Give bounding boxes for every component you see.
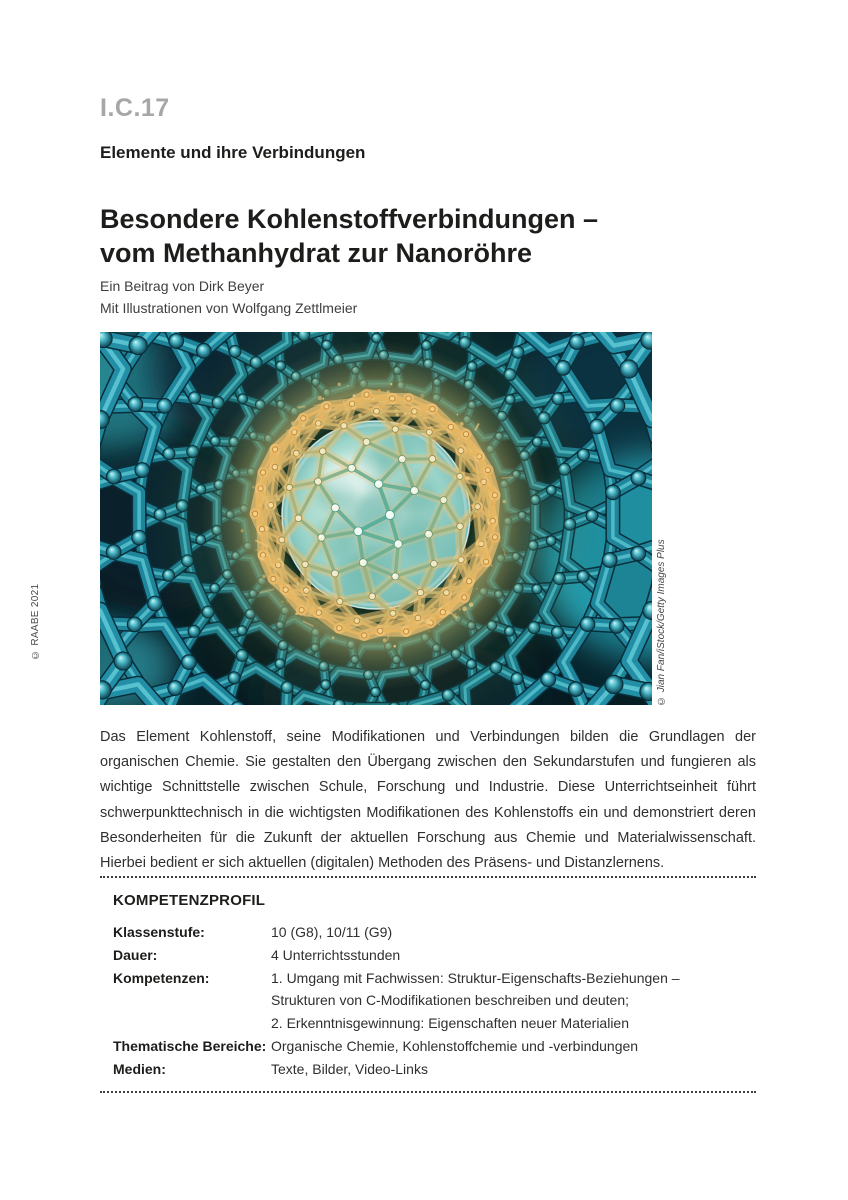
lead-paragraph: Das Element Kohlenstoff, seine Modifikationen und Verbindungen bilden die Grundlagen der organischen Chemie. Sie gestalten den Übergang zwischen den Sekundarstufen und fungieren als wichtige Schnittstelle zwischen Schule, Forschung und Industrie. Diese Unterrichtseinheit führt schwerpunkttechnisch in die wichtigsten Modifikationen des Kohlenstoffs ein und demonstriert deren Besonderheiten für die Zukunft der aktuellen Forschung aus Chemie und Materialwissenschaft. Hierbei bedient er sich aktuellen (digitalen) Methoden des Präsens- und Distanzlernens. [100,729,756,872]
profile-value: Texte, Bilder, Video-Links [271,1060,428,1077]
author-line: Ein Beitrag von Dirk Beyer [100,278,265,294]
illustrator-line: Mit Illustrationen von Wolfgang Zettlmeier [100,299,358,316]
profile-label: Kompetenzen: [113,969,210,986]
nanotube-fullerene-svg [100,332,652,705]
profile-row [113,1058,756,1081]
profile-row [113,921,756,944]
profile-label: Medien: [113,1060,166,1077]
dotted-divider-top [100,876,756,878]
competence-profile-table [113,921,756,1081]
page-title-line1: Besondere Kohlenstoffverbindungen – [100,204,599,235]
profile-value: Organische Chemie, Kohlenstoffchemie und -verbindungen [271,1037,639,1054]
copyright-raabe: © RAABE 2021 [30,583,41,660]
profile-label: Dauer: [113,946,158,963]
page-title-line2: vom Methanhydrat zur Nanoröhre [100,238,533,269]
profile-row [113,944,756,967]
profile-value: 4 Unterrichtsstunden [271,946,401,963]
profile-label: Klassenstufe: [113,924,205,940]
profile-heading: KOMPETENZPROFIL [113,892,266,909]
profile-value: 10 (G8), 10/11 (G9) [271,924,393,940]
nanotube-illustration [100,332,652,705]
image-credit: © Jian Fan/iStock/Getty Images Plus [656,539,667,706]
profile-row [113,967,756,1035]
profile-value: 1. Umgang mit Fachwissen: Struktur-Eigenschafts-Beziehungen – Strukturen von C-Modifikationen beschreiben und deuten; 2. Erkenntnisgewinnung: Eigenschaften neuer Materialien [271,969,680,1032]
unit-code: I.C.17 [100,94,170,122]
profile-label: Thematische Bereiche: [113,1037,267,1054]
series-title: Elemente und ihre Verbindungen [100,143,366,162]
page-title [100,202,598,270]
profile-row [113,1035,756,1058]
dotted-divider-bottom [100,1091,756,1093]
author-block [100,276,357,319]
nanotube-illustration-canvas [100,332,652,705]
